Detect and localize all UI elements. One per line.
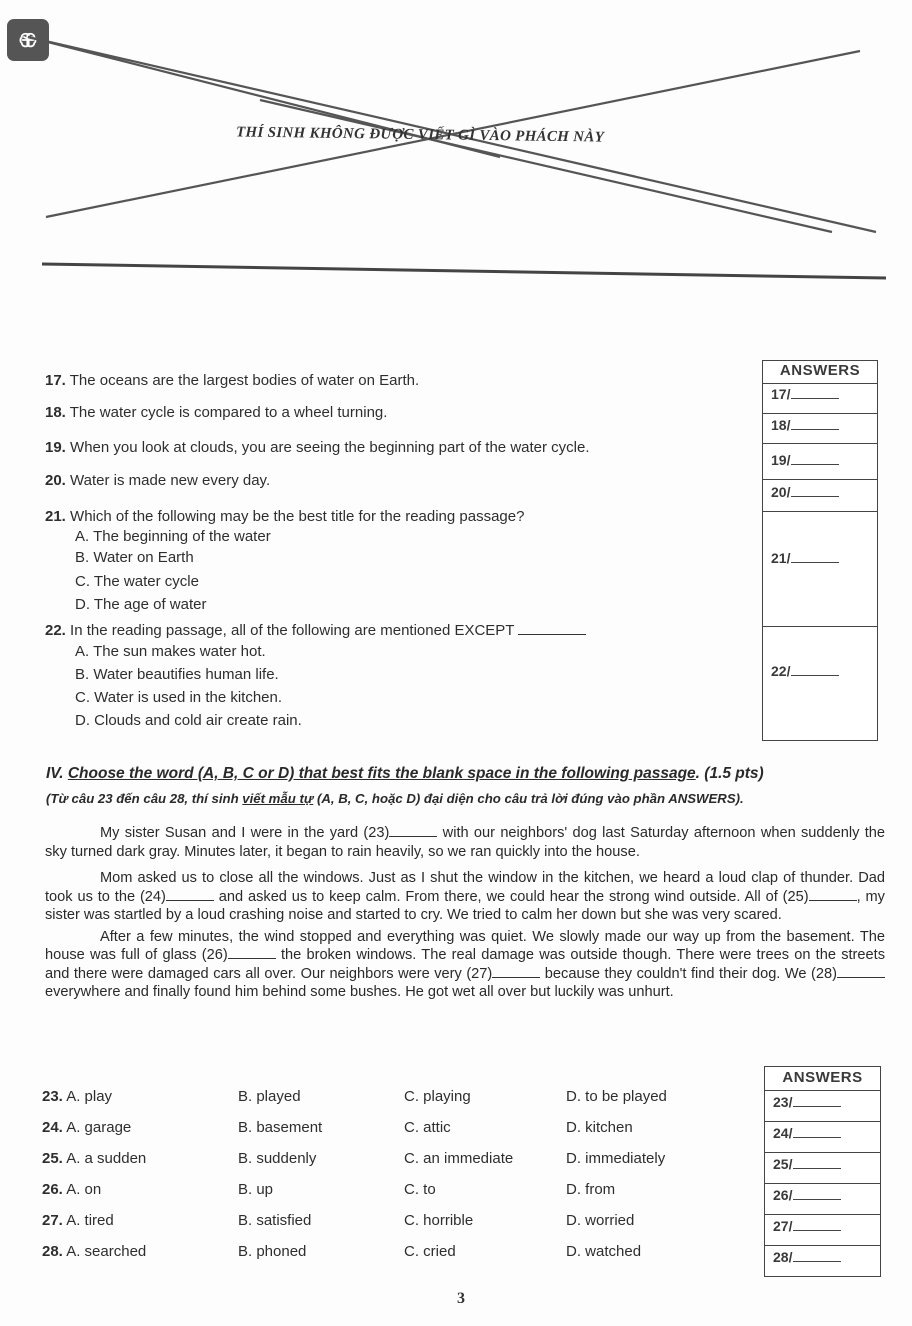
- answer-label: 25/: [773, 1156, 793, 1172]
- passage-text: with our neighbors' dog last Saturday afternoon when suddenly the sky turned dark gray. Minutes later, it began to rain heavily, so we ran quickly into the house.: [45, 825, 885, 860]
- question-option-a: [42, 1119, 131, 1136]
- answer-line: [791, 674, 839, 676]
- question-option-c: C. horrible: [404, 1212, 474, 1229]
- answer-label: 26/: [773, 1187, 793, 1203]
- blank-25: [809, 899, 857, 901]
- answer-blank: [518, 633, 586, 635]
- question-option-a: [42, 1212, 114, 1229]
- question-18: [45, 404, 387, 421]
- blank-27: [492, 976, 540, 978]
- question-17: [45, 372, 419, 389]
- blank-23: [389, 835, 437, 837]
- section-points: . (1.5 pts): [695, 765, 764, 782]
- answer-slot-26[interactable]: [765, 1183, 880, 1214]
- answer-label: 23/: [773, 1094, 793, 1110]
- blank-28: [837, 976, 885, 978]
- section-iv-note: [46, 791, 744, 806]
- answer-slot-21[interactable]: [763, 511, 877, 626]
- page-number: 3: [457, 1290, 465, 1307]
- passage-text: , my sister was startled by a loud crashing noise and started to cry. We tried to calm her down but she was very scared.: [45, 888, 885, 923]
- q21-option-d: D. The age of water: [75, 596, 207, 613]
- answer-line: [793, 1105, 841, 1107]
- section-number: IV.: [46, 765, 64, 782]
- q22-option-c: C. Water is used in the kitchen.: [75, 689, 283, 706]
- question-option-c: C. playing: [404, 1088, 471, 1105]
- option-text: A. play: [66, 1088, 113, 1105]
- question-option-b: B. phoned: [238, 1243, 307, 1260]
- question-option-b: B. played: [238, 1088, 301, 1105]
- question-number: 27.: [42, 1212, 63, 1229]
- question-option-b: B. satisfied: [238, 1212, 312, 1229]
- answer-line: [791, 561, 839, 563]
- answer-label: 21/: [771, 550, 791, 566]
- question-option-c: C. an immediate: [404, 1150, 514, 1167]
- question-option-a: [42, 1181, 101, 1198]
- cross-out-x: [0, 0, 912, 300]
- q21-option-b: B. Water on Earth: [75, 549, 194, 566]
- answer-slot-17[interactable]: [763, 383, 877, 413]
- cloze-passage: [45, 824, 885, 1002]
- question-option-d: D. to be played: [566, 1088, 667, 1105]
- answer-slot-18[interactable]: [763, 413, 877, 443]
- question-option-d: D. watched: [566, 1243, 642, 1260]
- question-option-c: C. attic: [404, 1119, 451, 1136]
- answer-label: 28/: [773, 1249, 793, 1265]
- passage-text: everywhere and finally found him behind some bushes. He got wet all over but luckily was unhurt.: [45, 984, 674, 1000]
- passage-paragraph-3: [45, 928, 885, 1002]
- question-number: 20.: [45, 472, 66, 489]
- question-number: 23.: [42, 1088, 63, 1105]
- q22-option-b: B. Water beautifies human life.: [75, 666, 279, 683]
- answer-label: 24/: [773, 1125, 793, 1141]
- question-option-b: B. suddenly: [238, 1150, 317, 1167]
- option-text: A. garage: [66, 1119, 132, 1136]
- option-text: A. a sudden: [66, 1150, 147, 1167]
- note-text: (A, B, C, hoặc D) đại diện cho câu trả lời đúng vào phần ANSWERS).: [313, 791, 744, 806]
- answers-box-23-28: [764, 1066, 881, 1277]
- question-option-d: D. kitchen: [566, 1119, 633, 1136]
- answer-slot-20[interactable]: [763, 479, 877, 511]
- q21-option-a: A. The beginning of the water: [75, 528, 271, 545]
- answer-slot-24[interactable]: [765, 1121, 880, 1152]
- q22-option-a: A. The sun makes water hot.: [75, 643, 266, 660]
- question-21: [45, 508, 524, 525]
- question-option-d: D. worried: [566, 1212, 635, 1229]
- answer-line: [791, 397, 839, 399]
- question-number: 21.: [45, 508, 66, 525]
- question-text: In the reading passage, all of the following are mentioned EXCEPT: [70, 622, 515, 639]
- answers-header: ANSWERS: [779, 362, 861, 379]
- question-option-c: C. to: [404, 1181, 436, 1198]
- answer-label: 18/: [771, 417, 791, 433]
- question-text: The oceans are the largest bodies of water on Earth.: [69, 372, 420, 389]
- answer-slot-25[interactable]: [765, 1152, 880, 1183]
- answer-slot-28[interactable]: [765, 1245, 880, 1276]
- no-writing-warning: THÍ SINH KHÔNG ĐƯỢC VIẾT GÌ VÀO PHÁCH NÀY: [235, 124, 605, 146]
- question-number: 19.: [45, 439, 66, 456]
- question-option-d: D. from: [566, 1181, 616, 1198]
- passage-text: the broken windows. The real damage was outside though. There were trees on the streets and there were damaged cars all over. Our neighbors were very (27): [45, 947, 885, 982]
- answer-line: [793, 1260, 841, 1262]
- question-option-d: D. immediately: [566, 1150, 666, 1167]
- option-text: A. searched: [66, 1243, 147, 1260]
- question-option-c: C. cried: [404, 1243, 456, 1260]
- q21-option-c: C. The water cycle: [75, 573, 199, 590]
- answer-label: 19/: [771, 452, 791, 468]
- question-option-b: B. basement: [238, 1119, 323, 1136]
- question-number: 26.: [42, 1181, 63, 1198]
- passage-text: and asked us to keep calm. From there, we could hear the strong wind outside. All of (25): [213, 888, 809, 905]
- answer-slot-23[interactable]: [765, 1090, 880, 1121]
- answer-line: [793, 1198, 841, 1200]
- answer-line: [791, 463, 839, 465]
- question-number: 25.: [42, 1150, 63, 1167]
- note-text: (Từ câu 23 đến câu 28, thí sinh: [46, 791, 243, 806]
- question-number: 22.: [45, 622, 66, 639]
- answer-line: [793, 1229, 841, 1231]
- question-number: 24.: [42, 1119, 63, 1136]
- blank-24: [166, 899, 214, 901]
- answer-slot-22[interactable]: [763, 626, 877, 739]
- question-option-a: [42, 1150, 146, 1167]
- answer-line: [791, 495, 839, 497]
- question-option-a: [42, 1243, 146, 1260]
- passage-text: Mom asked us to close all the windows. Just as I shut the window in the kitchen, we heard a loud clap of thunder. Dad took us to the (24): [45, 870, 885, 905]
- section-instruction: Choose the word (A, B, C or D) that best fits the blank space in the following passage: [67, 765, 696, 782]
- answer-line: [791, 428, 839, 430]
- question-text: Which of the following may be the best title for the reading passage?: [70, 508, 525, 525]
- answer-slot-27[interactable]: [765, 1214, 880, 1245]
- option-text: A. on: [66, 1181, 102, 1198]
- question-19: [45, 439, 590, 456]
- question-number: 18.: [45, 404, 66, 421]
- question-number: 28.: [42, 1243, 63, 1260]
- answers-header: ANSWERS: [782, 1069, 863, 1086]
- answer-slot-19[interactable]: [763, 443, 877, 479]
- answer-label: 20/: [771, 484, 791, 500]
- blank-26: [228, 957, 276, 959]
- question-20: [45, 472, 270, 489]
- question-text: When you look at clouds, you are seeing the beginning part of the water cycle.: [70, 439, 590, 456]
- answer-line: [793, 1167, 841, 1169]
- question-22: [45, 622, 586, 639]
- answers-box-17-22: [762, 360, 878, 741]
- question-option-b: B. up: [238, 1181, 274, 1198]
- answer-label: 17/: [771, 386, 791, 402]
- question-option-a: [42, 1088, 112, 1105]
- question-number: 17.: [45, 372, 66, 389]
- section-iv-title: [46, 765, 764, 783]
- option-text: A. tired: [66, 1212, 114, 1229]
- answer-label: 27/: [773, 1218, 793, 1234]
- answer-line: [793, 1136, 841, 1138]
- q22-option-d: D. Clouds and cold air create rain.: [75, 712, 302, 729]
- note-underlined: viết mẫu tự: [242, 791, 314, 806]
- question-text: The water cycle is compared to a wheel turning.: [69, 404, 388, 421]
- passage-text: My sister Susan and I were in the yard (23): [100, 825, 390, 841]
- passage-paragraph-2: [45, 869, 885, 925]
- passage-paragraph-1: [45, 824, 885, 861]
- question-text: Water is made new every day.: [70, 472, 271, 489]
- answer-label: 22/: [771, 663, 791, 679]
- passage-text: because they couldn't find their dog. We (28): [540, 965, 837, 982]
- passage-text: After a few minutes, the wind stopped and everything was quiet. We slowly made our way up from the basement. The house was full of glass (26): [45, 928, 885, 963]
